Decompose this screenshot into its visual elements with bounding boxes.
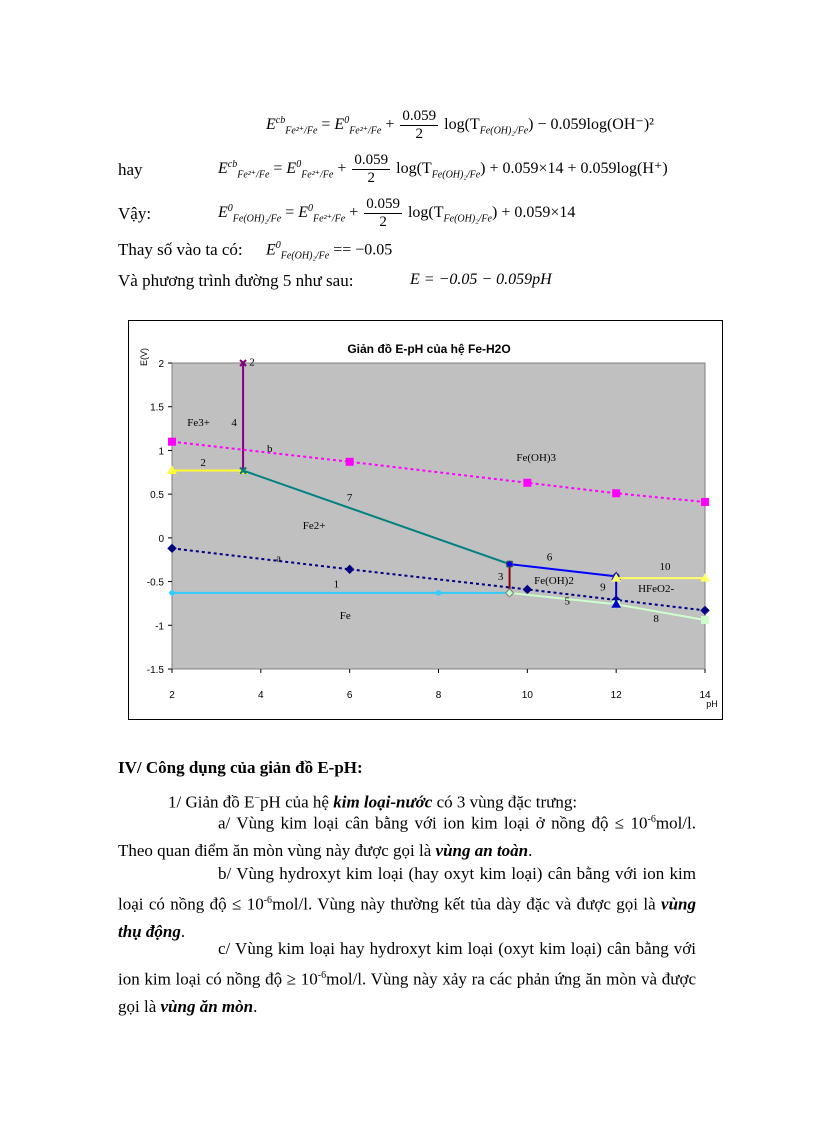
x-tick-label: 10 [521, 690, 533, 701]
x-tick-label: 14 [699, 690, 711, 701]
series-point-b [524, 479, 531, 486]
annotation-label: 2 [200, 457, 206, 470]
y-tick-label: -0.5 [146, 577, 164, 589]
annotation-label: 1 [333, 578, 340, 591]
chart-title: Giản đồ E-pH của hệ Fe-H2O [347, 342, 511, 356]
equation-4: $E^0_{Fe(OH)_2/Fe} == -0.05$ [266, 240, 393, 262]
annotation-label: 7 [346, 492, 353, 505]
series-point-b [169, 438, 176, 445]
equation-5: E = −0.05 − 0.059pH [410, 271, 552, 288]
annotation-label: 6 [546, 551, 553, 564]
x-tick-label: 12 [610, 690, 622, 701]
paragraph-c: c/ Vùng kim loại hay hydroxyt kim loại (oxyt kim loại) cân bằng với ion kim loại có nồng độ ≥ $10^{-6}mol/l$. Vùng này xảy ra các phản ứng ăn mòn và được gọi là vùng ăn mòn. [118, 939, 696, 1016]
chart-frame [128, 320, 723, 720]
annotation-label: 5 [564, 595, 571, 608]
y-tick-label: -1 [155, 621, 164, 633]
equation-2-prefix: hay [118, 160, 143, 179]
annotation-label: 9 [600, 581, 606, 594]
y-axis-label: E(V) [139, 348, 149, 366]
section-heading: IV/ Công dụng của giản đồ E-pH: [118, 758, 363, 777]
series-point-b [613, 490, 620, 497]
annotation-label: Fe(OH)3 [516, 451, 557, 464]
paragraph-a: a/ Vùng kim loại cân bằng với ion kim loại ở nồng độ ≤ $10^{-6}mol/l$. Theo quan điểm ăn mòn vùng này được gọi là vùng an toàn. [118, 813, 696, 860]
annotation-label: Fe2+ [302, 520, 326, 533]
annotation-label: Fe(OH)2 [534, 575, 574, 588]
e-ph-diagram [129, 321, 722, 719]
series-point-8 [702, 617, 709, 624]
x-axis-label: pH [706, 699, 718, 709]
annotation-label: 10 [659, 561, 671, 574]
annotation-label: 4 [231, 416, 237, 429]
paragraph-b: b/ Vùng hydroxyt kim loại (hay oxyt kim loại) cân bằng với ion kim loại có nồng độ ≤ $10^{-6}mol/l$. Vùng này thường kết tủa dày đặc và được gọi là vùng thụ động. [118, 864, 696, 941]
annotation-label: Fe [339, 610, 351, 623]
equation-3: $E^0_{Fe(OH)_2/Fe} = E^0_{Fe^{2+}/Fe}$ + $\frac{0.059}{2}$ $\log(T_{Fe(OH)_2/Fe}) + 0.059\times 14$ [218, 196, 576, 230]
annotation-label: a [276, 552, 282, 565]
equation-5-prefix: Và phương trình đường 5 như sau: [118, 271, 354, 290]
y-tick-label: 0.5 [150, 490, 164, 502]
equation-3-prefix: Vậy: [118, 204, 152, 223]
y-tick-label: 0 [158, 533, 164, 545]
annotation-label: Fe3+ [187, 416, 211, 429]
x-tick-label: 6 [346, 690, 353, 701]
series-point-b [346, 458, 353, 465]
plot-area [172, 363, 705, 669]
annotation-label: 2 [249, 356, 255, 369]
annotation-label: 3 [497, 570, 504, 583]
annotation-label: HFeO2- [638, 583, 675, 596]
equation-4-prefix: Thay số vào ta có: [118, 240, 243, 259]
y-tick-label: -1.5 [146, 665, 164, 676]
x-tick-label: 8 [435, 690, 442, 701]
annotation-label: b [266, 443, 273, 456]
equation-2: $E^{cb}_{Fe^{2+}/Fe} = E^0_{Fe^{2+}/Fe}$ + $\frac{0.059}{2}$ $\log(T_{Fe(OH)_2/Fe}) + 0.059\times 14 + 0.059\log(H^+)$ [218, 152, 668, 186]
annotation-label: 8 [653, 612, 659, 625]
x-tick-label: 4 [258, 690, 264, 701]
series-point-b [702, 499, 709, 506]
y-tick-label: 1 [158, 446, 164, 458]
x-tick-label: 2 [169, 690, 175, 701]
paragraph-1: 1/ Giản đồ E−pH của hệ kim loại-nước có 3 vùng đặc trưng: [168, 792, 578, 812]
series-point-6 [507, 561, 513, 567]
y-tick-label: 2 [158, 359, 164, 370]
y-tick-label: 1.5 [150, 402, 164, 414]
equation-1: $E^{cb}_{Fe^{2+}/Fe} = E^0_{Fe^{2+}/Fe}$ + $\frac{0.059}{2}$ $\log(T_{Fe(OH)_2/Fe}) - 0.059\log(OH^-)^2$ [266, 108, 654, 142]
